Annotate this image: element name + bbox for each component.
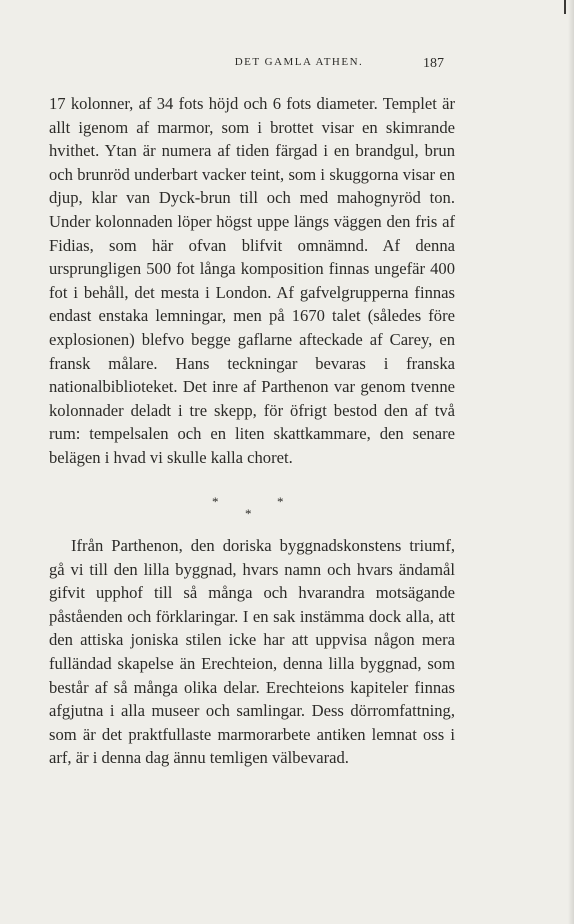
asterism-star: * <box>212 494 219 509</box>
asterism-star: * <box>245 506 252 521</box>
asterism-star: * <box>277 494 284 509</box>
running-title: DET GAMLA ATHEN. <box>234 56 364 68</box>
body-text-section-2 <box>49 534 455 770</box>
page-edge-shadow <box>568 0 574 924</box>
body-text-section-1 <box>49 92 455 470</box>
running-head <box>0 52 574 74</box>
binding-mark <box>564 0 566 14</box>
paragraph-2: Ifrån Parthenon, den doriska byggnadskonstens triumf, gå vi till den lilla byggnad, hvars namn och hvars ändamål gifvit upphof till så många och hvarandra motsägande påståenden och förklaringar. I en sak instämma dock alla, att den attiska joniska stilen icke har att uppvisa någon mera fulländad skapelse än Erechteion, denna lilla byggnad, som består af så många olika delar. Erechteions kapiteler finnas afgjutna i alla museer och samlingar. Dess dörromfattning, som är det praktfullaste marmorarbete antiken lemnat oss i arf, är i denna dag ännu temligen välbevarad. <box>49 536 455 768</box>
page-number: 187 <box>423 56 444 71</box>
asterism-divider <box>190 494 310 524</box>
paragraph-1: 17 kolonner, af 34 fots höjd och 6 fots diameter. Templet är allt igenom af marmor, som i brottet visar en skimrande hvithet. Ytan är numera af tiden färgad i en brandgul, brun och brunröd underbart vacker teint, som i skuggorna visar en djup, klar van Dyck-brun till och med mahognyröd ton. Under kolonnaden löper högst uppe längs väggen den fris af Fidias, som här ofvan blifvit omnämnd. Af denna ursprungligen 500 fot långa komposition finnas ungefär 400 fot i behåll, det mesta i London. Af gafvelgrupperna finnas endast enstaka lemningar, men på 1670 talet (således före explosionen) blefvo begge gaflarne afteckade af Carey, en fransk målare. Hans teckningar bevaras i franska nationalbiblioteket. Det inre af Parthenon var genom tvenne kolonnader deladt i tre skepp, för öfrigt bestod den af två rum: tempelsalen och en liten skattkammare, den senare belägen i hvad vi skulle kalla choret. <box>49 94 455 467</box>
